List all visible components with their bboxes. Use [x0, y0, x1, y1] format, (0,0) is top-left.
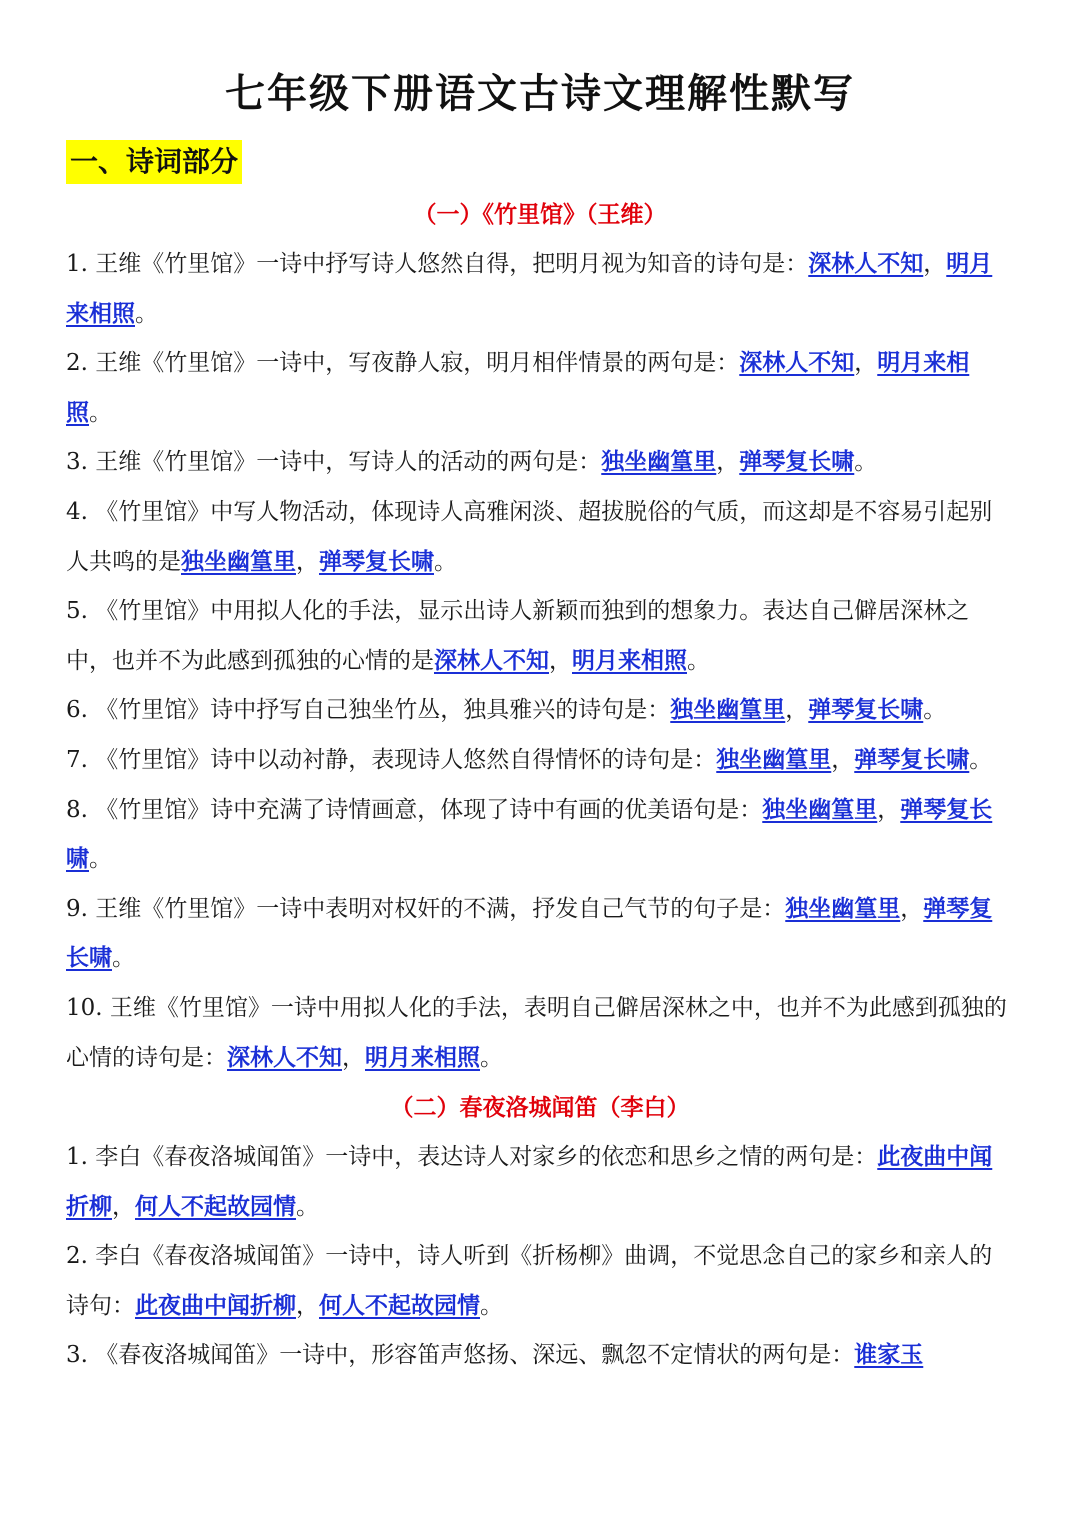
sentence-end: 。	[135, 300, 158, 327]
answer-text: 深林人不知	[434, 647, 549, 674]
answer-separator: ，	[831, 746, 855, 773]
question-item	[66, 438, 1014, 488]
sentence-end: 。	[480, 1292, 503, 1319]
answer-text: 独坐幽篁里	[181, 548, 296, 575]
answer-separator: ，	[296, 1292, 319, 1319]
answer-separator: ，	[112, 1193, 135, 1220]
sentence-end: 。	[969, 746, 993, 773]
question-item	[66, 736, 1014, 786]
question-item	[66, 984, 1014, 1083]
answer-text: 深林人不知	[808, 251, 924, 277]
sentence-end: 。	[854, 449, 878, 476]
answer-separator: ，	[923, 251, 947, 277]
question-item	[66, 686, 1014, 736]
poem-section-heading: （一）《竹里馆》（王维）	[413, 202, 667, 228]
answer-separator: ，	[296, 548, 319, 575]
answer-text: 独坐幽篁里	[716, 746, 832, 773]
answer-text: 弹琴复长啸	[854, 746, 970, 773]
question-prompt: 6. 《竹里馆》诗中抒写自己独坐竹丛，独具雅兴的诗句是：	[66, 697, 671, 724]
document-body	[66, 190, 1014, 1381]
answer-text: 此夜曲中闻折柳	[66, 1144, 993, 1220]
question-prompt: 4. 《竹里馆》中写人物活动，体现诗人高雅闲淡、超拔脱俗的气质，而这却是不容易引起别人共鸣的是	[66, 498, 993, 575]
question-item	[66, 240, 1014, 339]
question-prompt: 9. 王维《竹里馆》一诗中表明对权奸的不满，抒发自己气节的句子是：	[66, 895, 786, 922]
question-prompt: 2. 王维《竹里馆》一诗中，写夜静人寂，明月相伴情景的两句是：	[66, 350, 740, 377]
question-item	[66, 1232, 1014, 1331]
document-title: 七年级下册语文古诗文理解性默写	[225, 71, 855, 117]
answer-text: 深林人不知	[739, 350, 855, 377]
answer-separator: ，	[877, 796, 901, 823]
answer-text: 弹琴复长啸	[319, 548, 434, 575]
answer-text: 明月来相照	[66, 251, 993, 327]
answer-text: 此夜曲中闻折柳	[135, 1292, 296, 1319]
question-item	[66, 786, 1014, 885]
question-item	[66, 885, 1014, 984]
question-item	[66, 488, 1014, 587]
answer-text: 深林人不知	[227, 1044, 342, 1071]
sentence-end: 。	[923, 697, 947, 724]
part-heading-poetry: 一、诗词部分	[66, 140, 242, 184]
question-prompt: 3. 《春夜洛城闻笛》一诗中，形容笛声悠扬、深远、飘忽不定情状的两句是：	[66, 1342, 855, 1369]
question-prompt: 2. 李白《春夜洛城闻笛》一诗中，诗人听到《折杨柳》曲调，不觉思念自己的家乡和亲人的诗句：	[66, 1243, 993, 1319]
sentence-end: 。	[296, 1193, 319, 1220]
question-item	[66, 1331, 1014, 1381]
answer-text: 独坐幽篁里	[670, 697, 786, 724]
question-item	[66, 339, 1014, 438]
sentence-end: 。	[480, 1044, 503, 1071]
question-prompt: 7. 《竹里馆》诗中以动衬静，表现诗人悠然自得情怀的诗句是：	[66, 746, 717, 773]
answer-text: 独坐幽篁里	[601, 449, 717, 476]
answer-text: 弹琴复长啸	[66, 895, 993, 972]
answer-separator: ，	[342, 1044, 365, 1071]
answer-text: 明月来相照	[572, 647, 687, 674]
answer-separator: ，	[854, 350, 878, 377]
question-prompt: 3. 王维《竹里馆》一诗中，写诗人的活动的两句是：	[66, 449, 602, 476]
sentence-end: 。	[434, 548, 457, 575]
sentence-end: 。	[112, 945, 135, 972]
answer-text: 独坐幽篁里	[785, 895, 901, 922]
answer-text: 独坐幽篁里	[762, 796, 878, 823]
answer-separator: ，	[900, 895, 924, 922]
answer-text: 弹琴复长啸	[739, 449, 855, 476]
question-prompt: 8. 《竹里馆》诗中充满了诗情画意，体现了诗中有画的优美语句是：	[66, 796, 763, 823]
answer-text: 何人不起故园情	[135, 1193, 296, 1220]
answer-text: 明月来相照	[365, 1044, 480, 1071]
sentence-end: 。	[687, 647, 710, 674]
sentence-end: 。	[89, 846, 112, 873]
question-prompt: 5. 《竹里馆》中用拟人化的手法，显示出诗人新颖而独到的想象力。表达自己僻居深林之中，也并不为此感到孤独的心情的是	[66, 598, 970, 674]
answer-separator: ，	[716, 449, 740, 476]
sentence-end: 。	[89, 399, 112, 426]
answer-text: 弹琴复长啸	[66, 796, 993, 873]
answer-text: 谁家玉	[854, 1342, 924, 1369]
answer-separator: ，	[549, 647, 572, 674]
answer-text: 明月来相照	[66, 350, 970, 426]
question-prompt: 1. 李白《春夜洛城闻笛》一诗中，表达诗人对家乡的依恋和思乡之情的两句是：	[66, 1144, 878, 1171]
question-item	[66, 1133, 1014, 1232]
question-item	[66, 587, 1014, 686]
answer-text: 何人不起故园情	[319, 1292, 480, 1319]
answer-separator: ，	[785, 697, 809, 724]
question-prompt: 1. 王维《竹里馆》一诗中抒写诗人悠然自得，把明月视为知音的诗句是：	[66, 251, 809, 277]
poem-section-heading: （二）春夜洛城闻笛（李白）	[390, 1095, 690, 1122]
answer-text: 弹琴复长啸	[808, 697, 924, 724]
question-prompt: 10. 王维《竹里馆》一诗中用拟人化的手法，表明自己僻居深林之中，也并不为此感到孤独的心情的诗句是：	[66, 994, 1007, 1071]
